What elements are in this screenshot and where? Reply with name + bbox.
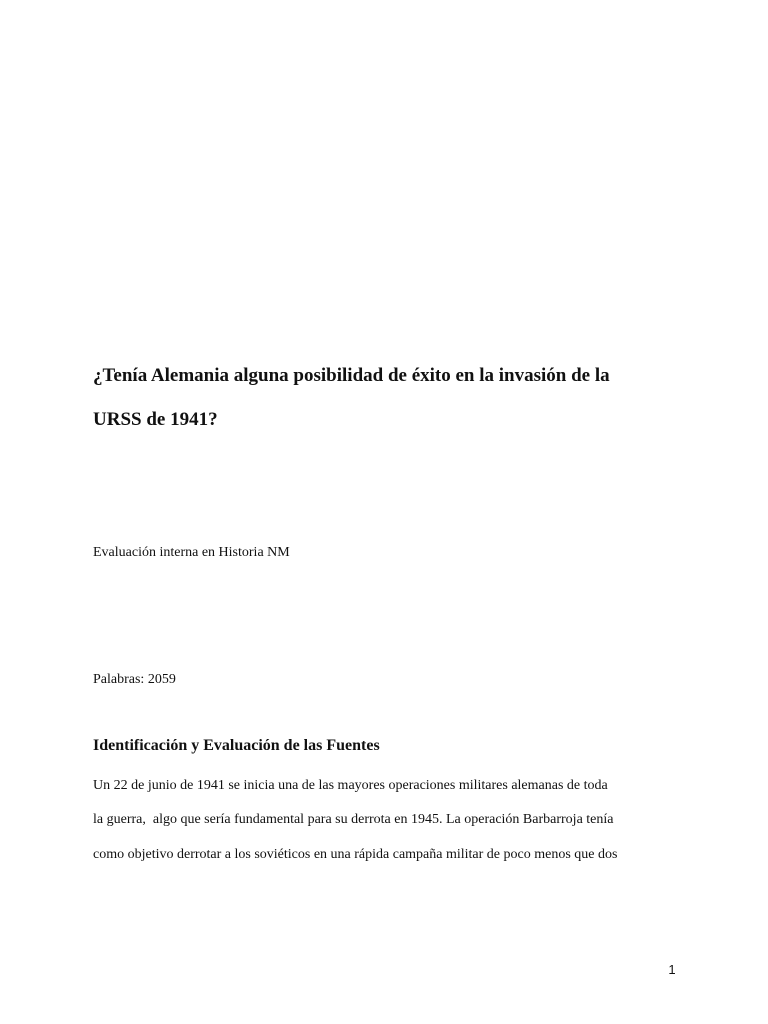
paragraph-line: Un 22 de junio de 1941 se inicia una de las mayores operaciones militares alemanas de toda	[93, 778, 608, 793]
document-subtitle: Evaluación interna en Historia NM	[93, 545, 290, 560]
page-number: 1	[668, 962, 676, 977]
paragraph-line: la guerra, algo que sería fundamental para su derrota en 1945. La operación Barbarroja tenía	[93, 812, 614, 827]
word-count: Palabras: 2059	[93, 672, 176, 687]
document-title-line-2: URSS de 1941?	[93, 409, 218, 430]
section-heading: Identificación y Evaluación de las Fuentes	[93, 737, 380, 754]
document-title-line-1: ¿Tenía Alemania alguna posibilidad de éxito en la invasión de la	[93, 365, 610, 386]
paragraph-line: como objetivo derrotar a los soviéticos en una rápida campaña militar de poco menos que dos	[93, 847, 618, 862]
